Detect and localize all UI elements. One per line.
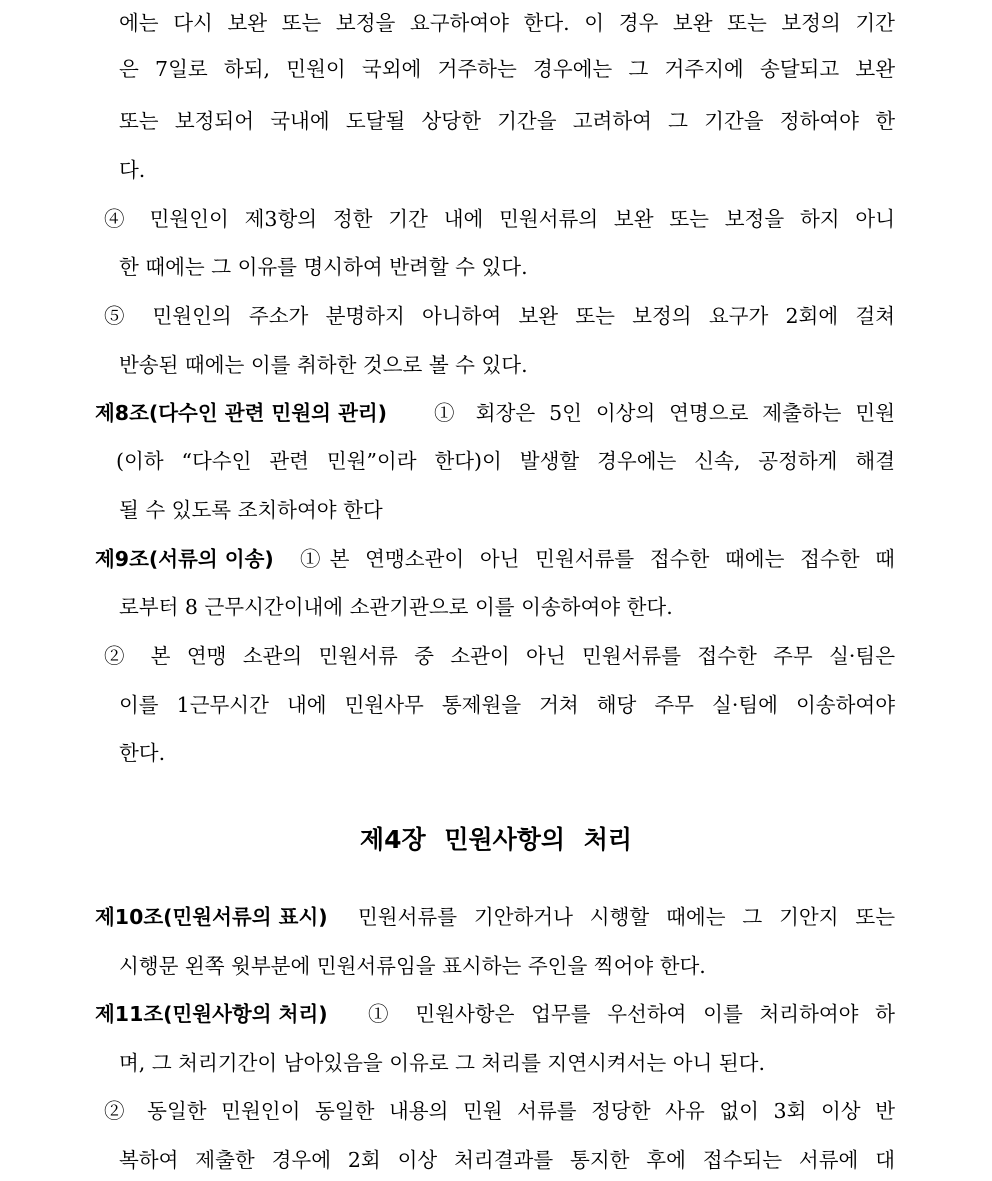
line-text: ④ 민원인이 제3항의 정한 기간 내에 민원서류의 보완 또는 보정을 하지 아니 — [104, 207, 895, 231]
line-text: 은 7일로 하되, 민원이 국외에 거주하는 경우에는 그 거주지에 송달되고 보완 — [119, 57, 895, 81]
text-line — [0, 587, 992, 627]
paragraph-line — [0, 199, 992, 239]
text-line — [0, 3, 992, 43]
article-heading: 제11조(민원사항의 처리) — [95, 1002, 328, 1026]
article-line — [0, 897, 992, 937]
article-heading: 제9조(서류의 이송) — [95, 547, 274, 571]
text-line — [0, 101, 992, 141]
text-line — [0, 946, 992, 986]
text-line — [0, 150, 992, 190]
line-text: 복하여 제출한 경우에 2회 이상 처리결과를 통지한 후에 접수되는 서류에 대 — [119, 1148, 895, 1172]
line-text: ② 본 연맹 소관의 민원서류 중 소관이 아닌 민원서류를 접수한 주무 실·팀은 — [104, 644, 895, 668]
text-line — [0, 1140, 992, 1180]
paragraph-line — [0, 636, 992, 676]
text-line — [0, 345, 992, 385]
text-line — [0, 685, 992, 725]
text-line — [0, 490, 992, 530]
paragraph-line — [0, 1091, 992, 1131]
text-line — [0, 733, 992, 773]
line-text: ① 민원사항은 업무를 우선하여 이를 처리하여야 하 — [368, 1002, 895, 1026]
line-text: 또는 보정되어 국내에 도달될 상당한 기간을 고려하여 그 기간을 정하여야 한 — [119, 109, 895, 133]
line-text: 한 때에는 그 이유를 명시하여 반려할 수 있다. — [119, 255, 528, 279]
chapter-title: 제4장 민원사항의 처리 — [359, 825, 633, 854]
line-text: 한다. — [119, 741, 166, 765]
article-heading: 제10조(민원서류의 표시) — [95, 905, 328, 929]
line-text: 시행문 왼쪽 윗부분에 민원서류임을 표시하는 주인을 찍어야 한다. — [119, 954, 706, 978]
line-text: 로부터 8 근무시간이내에 소관기관으로 이를 이송하여야 한다. — [119, 595, 673, 619]
article-line — [0, 539, 992, 579]
line-text: ① 회장은 5인 이상의 연명으로 제출하는 민원 — [434, 401, 895, 425]
line-text: 이를 1근무시간 내에 민원사무 통제원을 거쳐 해당 주무 실·팀에 이송하여야 — [119, 693, 895, 717]
line-text: ② 동일한 민원인이 동일한 내용의 민원 서류를 정당한 사유 없이 3회 이상 반 — [104, 1099, 895, 1123]
text-line — [0, 49, 992, 89]
line-text: ⑤ 민원인의 주소가 분명하지 아니하여 보완 또는 보정의 요구가 2회에 걸쳐 — [104, 304, 895, 328]
text-line — [0, 247, 992, 287]
line-text: 될 수 있도록 조치하여야 한다 — [119, 498, 383, 522]
line-text: 다. — [119, 158, 146, 182]
line-text: (이하 “다수인 관련 민원”이라 한다)이 발생할 경우에는 신속, 공정하게 해결 — [116, 449, 895, 473]
line-text: 며, 그 처리기간이 남아있음을 이유로 그 처리를 지연시켜서는 아니 된다. — [119, 1051, 765, 1075]
article-line — [0, 994, 992, 1034]
text-line — [0, 441, 992, 481]
line-text: 에는 다시 보완 또는 보정을 요구하여야 한다. 이 경우 보완 또는 보정의 기간 — [119, 11, 895, 35]
article-line — [0, 393, 992, 433]
line-text: 민원서류를 기안하거나 시행할 때에는 그 기안지 또는 — [358, 905, 895, 929]
line-text: 반송된 때에는 이를 취하한 것으로 볼 수 있다. — [119, 353, 528, 377]
article-heading: 제8조(다수인 관련 민원의 관리) — [95, 401, 388, 425]
line-text: ①본 연맹소관이 아닌 민원서류를 접수한 때에는 접수한 때 — [300, 547, 895, 571]
text-line — [0, 1043, 992, 1083]
paragraph-line — [0, 296, 992, 336]
